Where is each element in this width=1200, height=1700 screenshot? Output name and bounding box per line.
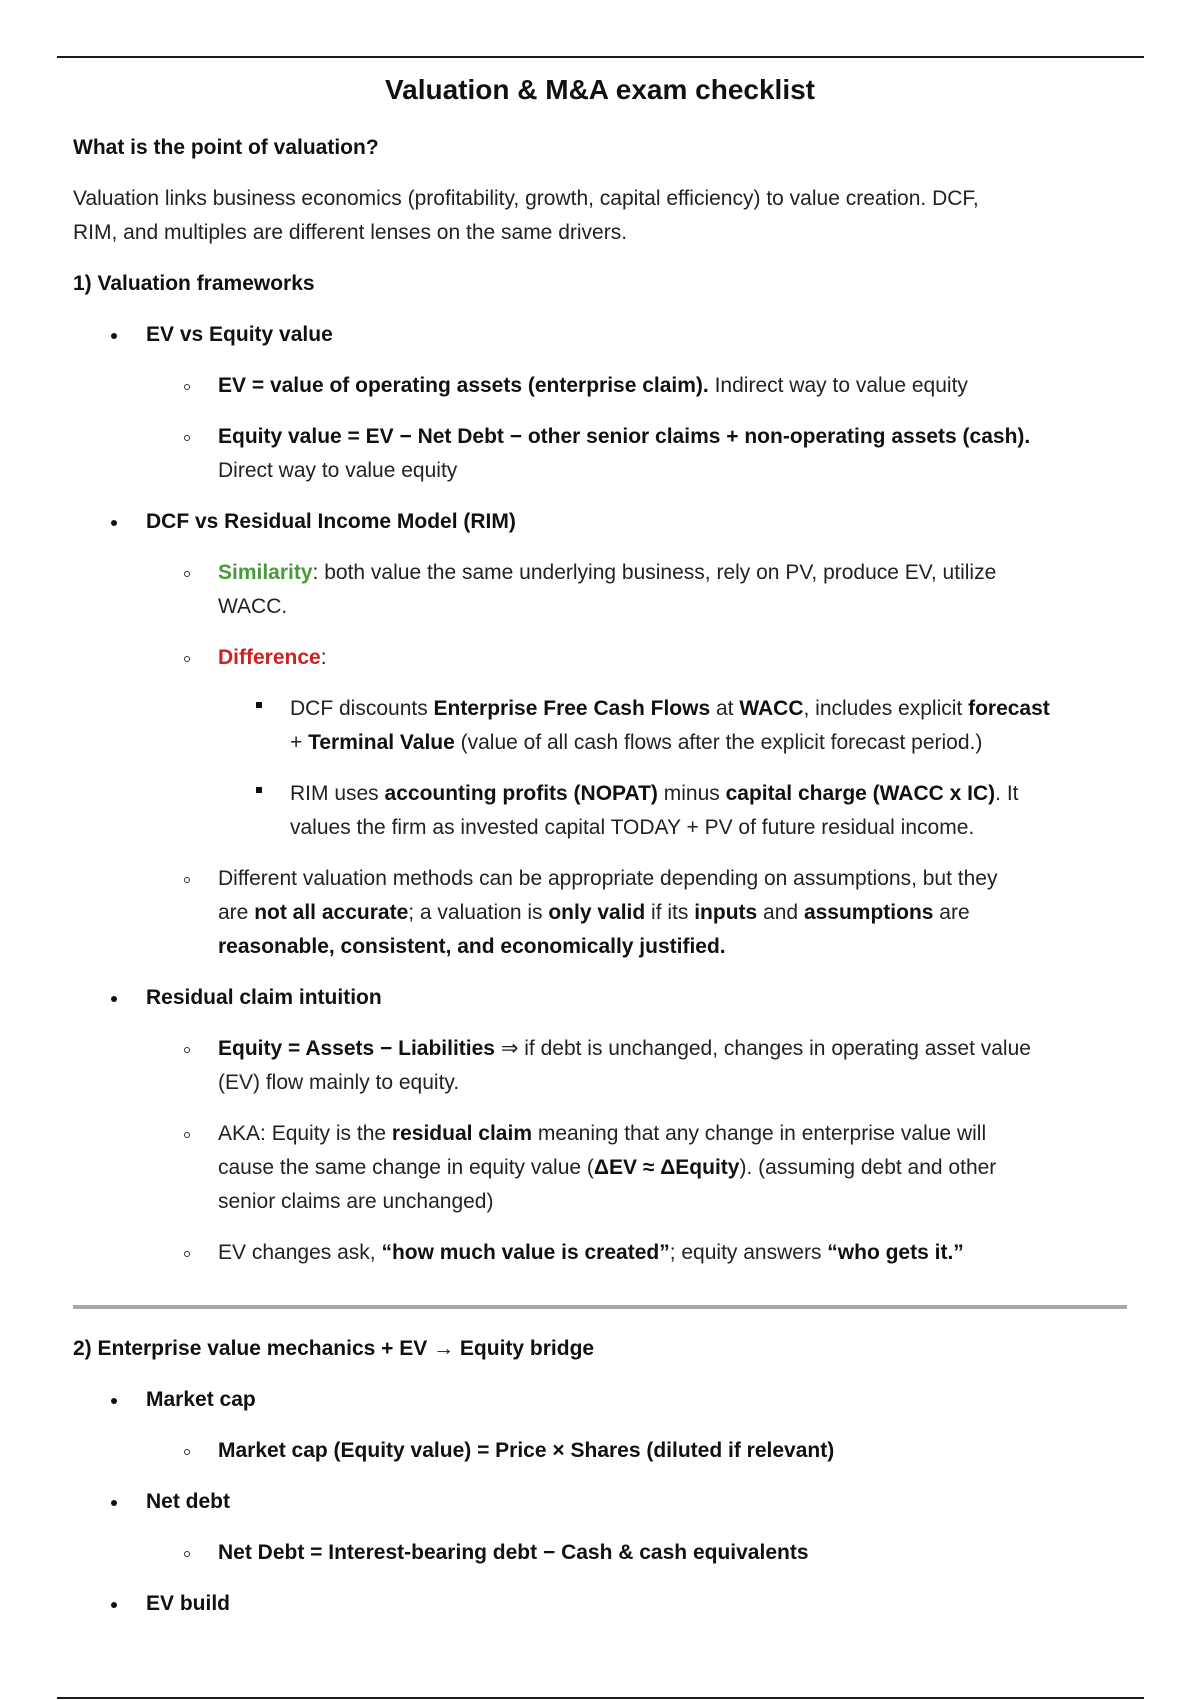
top-rule [57, 56, 1144, 58]
similarity-line: Similarity: both value the same underlying business, rely on PV, produce EV, utilize [218, 561, 997, 584]
ev-vs-equity-label: EV vs Equity value [146, 323, 333, 346]
sub-bullet-icon [184, 877, 190, 883]
residual-item-1-line-1: Equity = Assets − Liabilities ⇒ if debt is unchanged, changes in operating asset value [218, 1037, 1031, 1060]
dcf-item-line-2: + Terminal Value (value of all cash flows after the explicit forecast period.) [290, 731, 983, 754]
residual-claim-label: Residual claim intuition [146, 986, 382, 1009]
methods-line-2: are not all accurate; a valuation is only valid if its inputs and assumptions are [218, 901, 970, 924]
page-title: Valuation & M&A exam checklist [385, 74, 815, 105]
sub-bullet-icon [184, 1251, 190, 1257]
bottom-rule [57, 1697, 1144, 1699]
intro-line-1: Valuation links business economics (profitability, growth, capital efficiency) to value creation. DCF, [73, 187, 979, 210]
sub-bullet-icon [184, 1132, 190, 1138]
residual-item-2-line-2: cause the same change in equity value (ΔEV ≈ ΔEquity). (assuming debt and other [218, 1156, 997, 1179]
net-debt-formula: Net Debt = Interest-bearing debt − Cash & cash equivalents [218, 1541, 809, 1564]
intro-heading: What is the point of valuation? [73, 136, 379, 159]
methods-line-3: reasonable, consistent, and economically justified. [218, 935, 726, 958]
section-divider [73, 1305, 1127, 1309]
ev-build-label: EV build [146, 1592, 230, 1615]
equity-value-definition: Equity value = EV − Net Debt − other senior claims + non-operating assets (cash). [218, 425, 1031, 448]
bullet-icon [111, 1398, 117, 1404]
square-bullet-icon [256, 702, 262, 708]
residual-item-2-line-3: senior claims are unchanged) [218, 1190, 494, 1213]
bullet-icon [111, 996, 117, 1002]
dcf-vs-rim-label: DCF vs Residual Income Model (RIM) [146, 510, 516, 533]
sub-bullet-icon [184, 1449, 190, 1455]
bullet-icon [111, 333, 117, 339]
sub-bullet-icon [184, 571, 190, 577]
square-bullet-icon [256, 787, 262, 793]
ev-definition: EV = value of operating assets (enterprise claim). Indirect way to value equity [218, 374, 968, 397]
similarity-line-2: WACC. [218, 595, 288, 618]
intro-line-2: RIM, and multiples are different lenses on the same drivers. [73, 221, 628, 244]
section1-heading: 1) Valuation frameworks [73, 272, 315, 295]
residual-item-2-line-1: AKA: Equity is the residual claim meaning that any change in enterprise value will [218, 1122, 987, 1145]
dcf-item-line-1: DCF discounts Enterprise Free Cash Flows at WACC, includes explicit forecast [290, 697, 1050, 720]
sub-bullet-icon [184, 1047, 190, 1053]
market-cap-label: Market cap [146, 1388, 256, 1411]
rim-item-line-1: RIM uses accounting profits (NOPAT) minus capital charge (WACC x IC). It [290, 782, 1019, 805]
sub-bullet-icon [184, 1551, 190, 1557]
sub-bullet-icon [184, 435, 190, 441]
sub-bullet-icon [184, 656, 190, 662]
market-cap-formula: Market cap (Equity value) = Price × Shares (diluted if relevant) [218, 1439, 835, 1462]
residual-item-1-line-2: (EV) flow mainly to equity. [218, 1071, 460, 1094]
bullet-icon [111, 1500, 117, 1506]
section2-heading: 2) Enterprise value mechanics + EV → Equity bridge [73, 1337, 595, 1360]
bullet-icon [111, 1602, 117, 1608]
net-debt-label: Net debt [146, 1490, 230, 1513]
difference-label: Difference: [218, 646, 327, 669]
methods-line-1: Different valuation methods can be appropriate depending on assumptions, but they [218, 867, 998, 890]
rim-item-line-2: values the firm as invested capital TODAY + PV of future residual income. [290, 816, 975, 839]
residual-item-3: EV changes ask, “how much value is created”; equity answers “who gets it.” [218, 1241, 964, 1264]
sub-bullet-icon [184, 384, 190, 390]
equity-value-note: Direct way to value equity [218, 459, 458, 482]
bullet-icon [111, 520, 117, 526]
